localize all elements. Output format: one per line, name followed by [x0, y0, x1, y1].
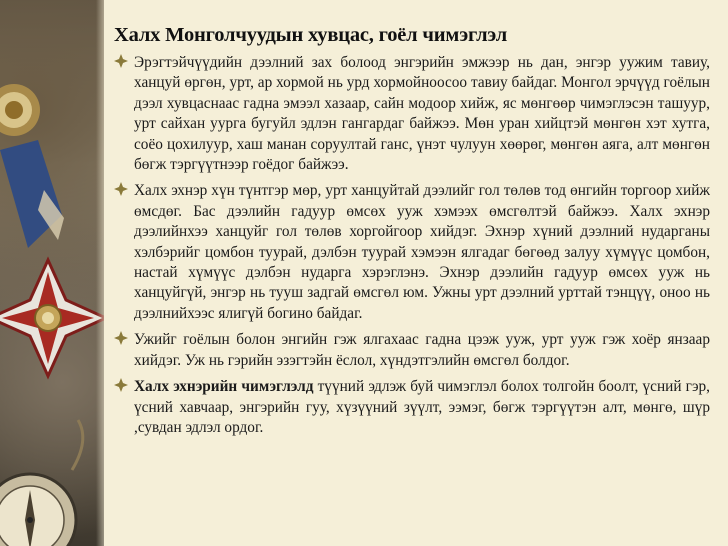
- decorative-side-image: [0, 0, 104, 546]
- bullet-icon: [114, 182, 128, 196]
- paragraph-body: түүний эдлэж буй чимэглэл болох толгойн боолт, үсний гэр, үсний хавчаар, энгэрийн гуу, хүзүүний зүүлт, ээмэг, бөгж тэргүүтэн алт, мөнгө, шүр ,сувдан эдлэл ордог.: [134, 378, 710, 436]
- slide-title: Халх Монголчуудын хувцас, гоёл чимэглэл: [114, 24, 507, 46]
- slide-content: [114, 24, 710, 444]
- paragraph-text: Ужийг гоёлын болон энгийн гэж ялгахаас гадна цээж ууж, урт ууж гэж хоёр янзаар хийдэг. Уж нь гэрийн эзэгтэйн ёслол, хүндэтгэлийн өмсгөл болдог.: [134, 331, 710, 369]
- page-edge-fade: [96, 0, 112, 546]
- list-item: [114, 330, 710, 371]
- paragraph-lead: Халх эхнэрийн чимэглэлд: [134, 378, 314, 396]
- bullet-icon: [114, 378, 128, 392]
- bullet-icon: [114, 331, 128, 345]
- list-item: [114, 377, 710, 438]
- bullet-icon: [114, 54, 128, 68]
- paragraph-text: Эрэгтэйчүүдийн дээлний зах болоод энгэрийн эмжээр нь дан, энгэр уужим тавиу, ханцуй өргөн, урт, ар хормой нь урд хормойноосоо тавиу байдаг. Монгол эрчүүд гоёлын дээл хувцаснаас гадна эмээл хазаар, сайн модоор хийж, яс мөнгөөр чимэглэсэн ташуур, урт сайхан уурга бугуйл эдлэн гангардаг байжээ. Мөн уран хийцтэй мөнгөн хэт хутга, соёо цохилуур, хаш манан соруултай ганс, үнэт чулуун хөөрөг, мөнгөн аяга, алт мөнгөн бөгж тэргүүтнээр гоёдог байжээ.: [134, 54, 710, 174]
- list-item: [114, 181, 710, 324]
- list-item: [114, 53, 710, 175]
- paragraph-text: [134, 377, 710, 438]
- paragraph-text: Халх эхнэр хүн түнтгэр мөр, урт ханцуйтай дээлийг гол төлөв тод өнгийн торгоор хийж өмсдөг. Бас дээлийн гадуур өмсөх ууж хэмээх өмсгөлтэй байжээ. Халх эхнэр дээлийнхээ ханцуйг гол төлөв хоргойгоор хийдэг. Эхнэр хүний дээлний нударганы хэлбэрийг цомбон туурай, дэлбэн туурай хэмээн ялгадаг бөгөөд залуу хүмүүс цомбон, настай хүмүүс дэлбэн нударга хэрэглэнэ. Эхнэр дээлийн гадуур өмсөх ууж нь ханцуйгүй, энгэр нь тууш задгай өмсгөл юм. Ужны урт дээлний урттай тэнцүү, оноо нь дээлнийхээс ялигүй богино байдаг.: [134, 182, 710, 322]
